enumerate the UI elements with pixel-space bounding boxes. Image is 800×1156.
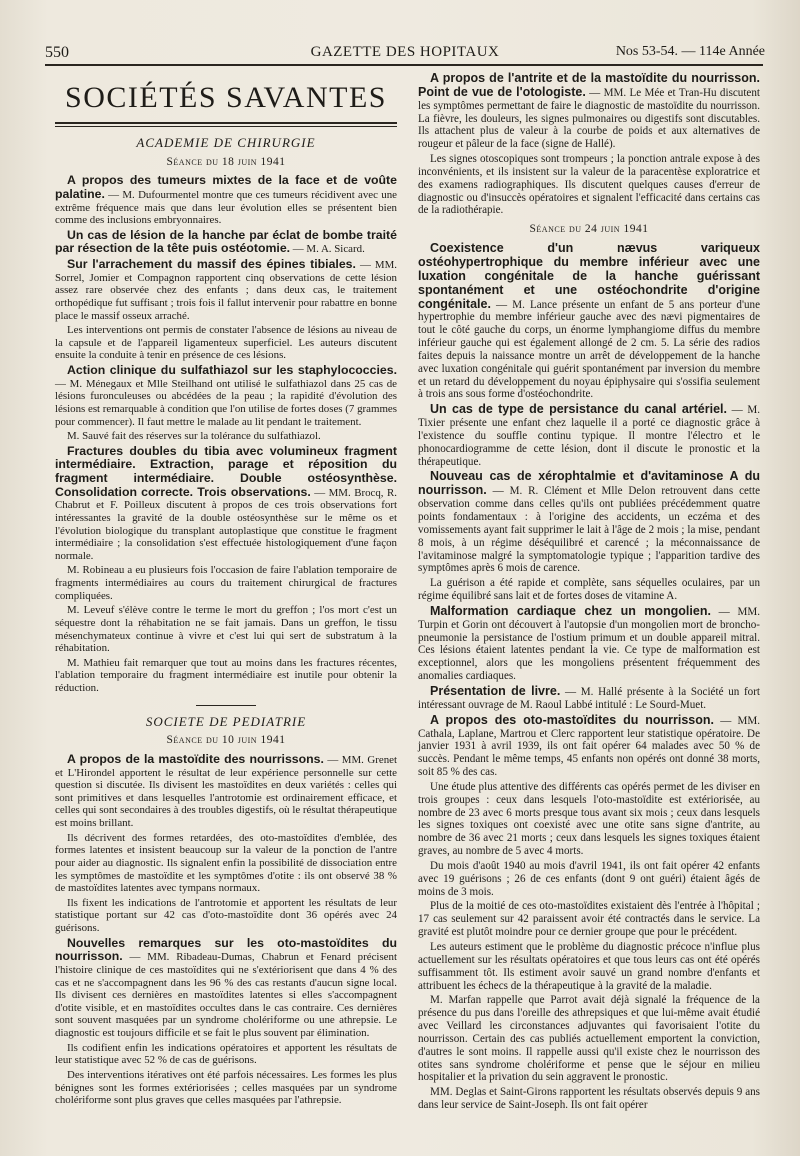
article-paragraph-continued: Des interventions itératives ont été parfois nécessaires. Les formes les plus bénignes sont les formes extériorisées ; celles masquées par un syndrome cholériforme sont plus graves que celles masquées par l'athrepsie. <box>55 1068 397 1107</box>
article-paragraph-continued: M. Marfan rappelle que Parrot avait déjà signalé la fréquence de la présence du pus dans l'oreille des athrepsiques et que lui-même avait étudié avec Veillard les circonstances adjuvantes qui favorisaient l'otite du nourrisson. Certain des cas publiés actuellement emportent la conviction, d'autres le sont moins. Il rappelle aussi qu'il existe chez le nourrisson des otites sans syndrome cholériforme et pense que le séjour en milieu hospitalier et la privation du sein aggravent le pronostic. <box>418 994 760 1084</box>
article-title: A propos des tumeurs mixtes de la face et de voûte palatine. <box>55 173 397 201</box>
article-body: — M. Ménegaux et Mlle Steilhand ont utilisé le sulfathiazol dans 25 cas de lésions furonculeuses ou abcédées de la peau ; la rapidité d'évolution des lésions est remarquable à condition que l'on utilise de fortes doses (7 grammes pour commencer). Il faut mettre le malade au lit pendant le traitement. <box>55 377 397 428</box>
article-paragraph <box>55 258 397 322</box>
pediatrie-seance: Séance du 10 juin 1941 <box>166 734 286 747</box>
pediatrie-articles <box>55 753 397 1107</box>
article-paragraph <box>55 445 397 563</box>
issue-number: Nos 53-54. — 114e Année <box>615 44 765 59</box>
article-paragraph-continued: Ils décrivent des formes retardées, des oto-mastoïdites d'emblée, des formes latentes et insistent beaucoup sur la valeur de la ponction de l'antre pour aider au diagnostic. Ils signalent enfin la possibilité de dissociation entre les symptômes de mastoïdite et les symptômes d'otite : ils ont observé 38 % de mastoïdites latentes avec tympans normaux. <box>55 831 397 895</box>
chirurgie-seance: Séance du 18 juin 1941 <box>166 155 286 168</box>
article-paragraph <box>418 242 760 401</box>
article-paragraph-continued: M. Sauvé fait des réserves sur la tolérance du sulfathiazol. <box>67 430 321 443</box>
article-body: — MM. Sorrel, Jomier et Compagnon rapportent cinq observations de cette lésion assez rare observée chez des enfants ; dans deux cas, le traitement orthopédique fut suffisant ; trois fois il fallut intervenir pour rabattre en bonne place le massif osseux arraché. <box>55 259 397 322</box>
article-paragraph-continued: Les auteurs estiment que le problème du diagnostic précoce n'influe plus actuellement sur les résultats opératoires et que tous leurs cas ont été opérés suffisamment tôt. Ils estiment avoir sauvé un grand nombre d'enfants et attribuent les échecs de la thérapeutique à la gravité de la maladie. <box>418 941 760 992</box>
article-paragraph <box>418 605 760 683</box>
article-title: Malformation cardiaque chez un mongolien. <box>430 603 711 618</box>
article-paragraph <box>418 685 760 712</box>
article-paragraph <box>418 403 760 468</box>
left-column <box>55 74 397 1109</box>
chirurgie-heading: ACADEMIE DE CHIRURGIE <box>136 135 316 150</box>
journal-title: GAZETTE DES HOPITAUX <box>310 44 500 60</box>
page-number: 550 <box>45 44 69 61</box>
article-title: A propos de l'antrite et de la mastoïdite du nourrisson. Point de vue de l'otologiste. <box>418 71 760 99</box>
article-title: Action clinique du sulfathiazol sur les staphylococcies. <box>67 363 397 377</box>
article-paragraph <box>55 937 397 1040</box>
title-rule-thin <box>55 126 397 127</box>
article-paragraph <box>418 714 760 779</box>
article-title: Présentation de livre. <box>430 683 561 698</box>
title-rule-thick <box>55 122 397 124</box>
article-title: Coexistence d'un nævus variqueux ostéohypertrophique du membre inférieur avec une luxation congénitale de la hanche guérissant spontanément et une ostéochondrite d'origine congénitale. <box>418 241 760 311</box>
article-title: Nouvelles remarques sur les oto-mastoïdites du nourrisson. <box>55 935 397 964</box>
section-main-title: SOCIÉTÉS SAVANTES <box>65 81 387 114</box>
article-paragraph-continued: M. Mathieu fait remarquer que tout au moins dans les fractures récentes, l'ablation temporaire du fragment intermédiaire est inutile pour obtenir la réduction. <box>55 656 397 694</box>
article-title: Un cas de type de persistance du canal artériel. <box>430 402 727 417</box>
article-paragraph <box>418 470 760 575</box>
article-title: Fractures doubles du tibia avec volumineux fragment intermédiaire. Extraction, parage et réposition du fragment intermédiaire. Double ostéosynthèse. Consolidation correcte. Trois observations. <box>55 443 397 499</box>
article-paragraph-continued: MM. Deglas et Saint-Girons rapportent les résultats observés depuis 9 ans dans leur service de Saint-Joseph. Ils ont fait opérer <box>418 1086 760 1112</box>
article-body: — MM. Brocq, R. Chabrut et F. Poilleux discutent à propos de ces trois observations fort intéressantes la gravité de la double ostéosynthèse sur le même os et l'évolution biologique du transplant autoplastique que constitue le fragment intermédiaire ; la consolidation s'est effectuée histologiquement d'une façon normale. <box>55 486 397 562</box>
article-paragraph-continued: Les interventions ont permis de constater l'absence de lésions au niveau de la capsule et de l'appareil ligamenteux superficiel. Les auteurs discutent ensuite la conduite à tenir en présence de ces lésions. <box>55 324 397 362</box>
article-paragraph-continued: Les signes otoscopiques sont trompeurs ; la ponction antrale expose à des inconvénients, et ils insistent sur la valeur de la paracentèse exploratrice et des examens radiographiques. Ils discutent quelques causes d'erreur de diagnostic ou d'insuccès opératoires et signalent l'efficacité dans certains cas de la radiothérapie. <box>418 153 760 217</box>
article-paragraph <box>55 229 397 256</box>
pediatrie-heading: SOCIETE DE PEDIATRIE <box>145 713 307 729</box>
article-body: — M. Lance présente un enfant de 5 ans porteur d'une hypertrophie du membre inférieur gauche avec des nævi pigmentaires de tout le côté gauche du corps, un énorme lymphangiome diffus du membre inférieur gauche qui est également allongé de 2 cm. 5. La série des radios faites depuis la naissance montre un arrêt de développement de la hanche avec luxation congénitale qui guérit spontanément par inversion du membre et un retard du développement du noyau épiphysaire qui s'ossifia seulement à trois ans sous forme d'ostéochondrite. <box>418 298 760 401</box>
article-title: Nouveau cas de xérophtalmie et d'avitaminose A du nourrisson. <box>418 469 760 498</box>
article-body: — MM. Cathala, Laplane, Martrou et Clerc rapportent leur statistique opératoire. De janvier 1931 à avril 1939, ils ont fait opérer 64 malades avec 50 % de succès. Pendant le même temps, 45 enfants non opérés ont donné 38 morts, soit 85 % des cas. <box>418 714 760 779</box>
page-header <box>45 40 765 66</box>
article-paragraph-continued: Plus de la moitié de ces oto-mastoïdites existaient dès l'entrée à l'hôpital ; 17 cas seulement sur 42 paraissent avoir été contractés dans le service. La gravité est plutôt moindre pour ce dernier groupe que pour le précédent. <box>418 900 760 939</box>
article-body: — MM. Grenet et L'Hirondel apportent le résultat de leur expérience personnelle sur cette question si discutée. Ils divisent les mastoïdites en deux variétés : celles qui sont primitives et dans lesquelles l'antrotomie est ordinairement efficace, et celles qui sont secondaires à des troubles digestifs, où le résultat thérapeutique est moins brillant. <box>55 753 397 829</box>
article-title: Un cas de lésion de la hanche par éclat de bombe traité par résection de la tête puis ostéotomie. <box>55 227 397 256</box>
chirurgie-articles <box>55 174 397 694</box>
article-paragraph <box>55 364 397 428</box>
article-title: A propos de la mastoïdite des nourrissons. <box>67 751 324 766</box>
article-paragraph-continued: Du mois d'août 1940 au mois d'avril 1941, ils ont fait opérer 42 enfants avec 19 guérisons ; 26 de ces enfants (dont 9 ont guéri) étaient âgés de moins de 3 mois. <box>418 859 760 898</box>
article-paragraph-continued: M. Leveuf s'élève contre le terme le mort du greffon ; l'os mort c'est un séquestre dont la réhabitation ne se fait jamais. Dans un greffon, le tissu mésenchymateux continue à vivre et c'est lui qui sert de substratum à la réhabitation. <box>55 604 397 655</box>
article-body: — M. Tixier présente une enfant chez laquelle il a porté ce diagnostic grâce à l'existence du souffle continu typique. Il montre l'électro et le phonocardiogramme de cette lésion, dont il discute le pronostic et la thérapeutique. <box>418 404 761 468</box>
seance-date: Séance du 24 juin 1941 <box>529 223 649 236</box>
article-paragraph-continued: Ils fixent les indications de l'antrotomie et apportent les résultats de leur statistique portant sur 42 cas d'oto-mastoïdite dont 36 opérés avec 24 guérisons. <box>55 896 397 934</box>
article-body: — M. Dufourmentel montre que ces tumeurs récidivent avec une extrême fréquence mais que dans leur évolution elles se présentent bien comme des inclusions embryonnaires. <box>55 188 397 227</box>
article-paragraph <box>55 174 397 227</box>
article-body: — M. R. Clément et Mlle Delon retrouvent dans cette observation comme dans celles qu'ils ont publiées précédemment quatre points fondamentaux : à l'origine des accidents, un eczéma et des vomissements ayant fait supprimer le lait à l'âge de 2 mois ; la mise, pendant 8 mois, à un régime déséquilibré et carencé ; la méconnaissance de l'avitaminose malgré la symptomatologie typique ; l'apparition tardive des symptômes après 6 mois de carence. <box>418 485 760 575</box>
article-body: — MM. Le Mée et Tran-Hu discutent les symptômes permettant de faire le diagnostic de mastoïdite du nourrisson. La fièvre, les douleurs, les signes pulmonaires ou digestifs sont discutables. Ils attachent plus de valeur à la courbe de poids et aux alternatives de rougeur et pâleur de la face (signe de Hallé). <box>418 86 760 151</box>
article-paragraph <box>418 72 760 151</box>
section-divider <box>196 705 256 706</box>
article-body: — M. Hallé présente à la Société un fort intéressant ouvrage de M. Raoul Labbé intitulé : Le Sourd-Muet. <box>418 685 761 711</box>
article-paragraph-continued: La guérison a été rapide et complète, sans séquelles oculaires, par un régime équilibré sans lait et de fortes doses de vitamine A. <box>418 577 760 603</box>
article-body: — MM. Turpin et Gorin ont découvert à l'autopsie d'un mongolien mort de broncho-pneumonie la persistance de l'ostium primum et un double appareil mitral. Ces lésions étaient latentes pendant la vie. Ce type de malformation est exceptionnel, alors que les mongoliens présentent fréquemment des anomalies cardiaques. <box>418 605 760 683</box>
right-column <box>418 72 760 1114</box>
article-paragraph <box>55 753 397 830</box>
article-paragraph-continued: M. Robineau a eu plusieurs fois l'occasion de faire l'ablation temporaire de fragments intermédiaires au cours du traitement chirurgical de fractures compliquées. <box>55 564 397 602</box>
header-rule <box>45 64 763 66</box>
article-title: A propos des oto-mastoïdites du nourrisson. <box>430 712 714 727</box>
article-paragraph-continued: Une étude plus attentive des différents cas opérés permet de les diviser en trois groupes : ceux dans lesquels l'oto-mastoïdite est extériorisée, au nombre de 23 avec 6 morts presque tous avant six mois ; ceux dans lesquels les signes toxiques ont coexisté avec une otite sans signe d'antrite, au nombre de 36 avec 21 morts ; ceux dans lesquels les signes toxiques étaient graves, au nombre de 5 avec 4 morts. <box>418 780 760 858</box>
article-body: — MM. Ribadeau-Dumas, Chabrun et Fenard précisent l'histoire clinique de ces mastoïdites qui ne s'extériorisent que dans 4 % des cas et ne s'accompagnent dans les 96 % des cas restants d'aucun signe local. Ils divisent ces dernières en mastoïdites latentes si elles s'accompagnent d'otite visible, et en mastoïdites occultes dans le cas contraire. Ces dernières sont souvent masquées par un syndrome cholériforme ou une athrepsie. Le diagnostic est toujours difficile et se fait le plus souvent par élimination. <box>55 951 397 1039</box>
article-paragraph-continued: Ils codifient enfin les indications opératoires et apportent les résultats de leur statistique avec 52 % de cas de guérisons. <box>55 1041 397 1067</box>
article-body: — M. A. Sicard. <box>290 243 365 256</box>
article-title: Sur l'arrachement du massif des épines tibiales. <box>67 257 356 271</box>
